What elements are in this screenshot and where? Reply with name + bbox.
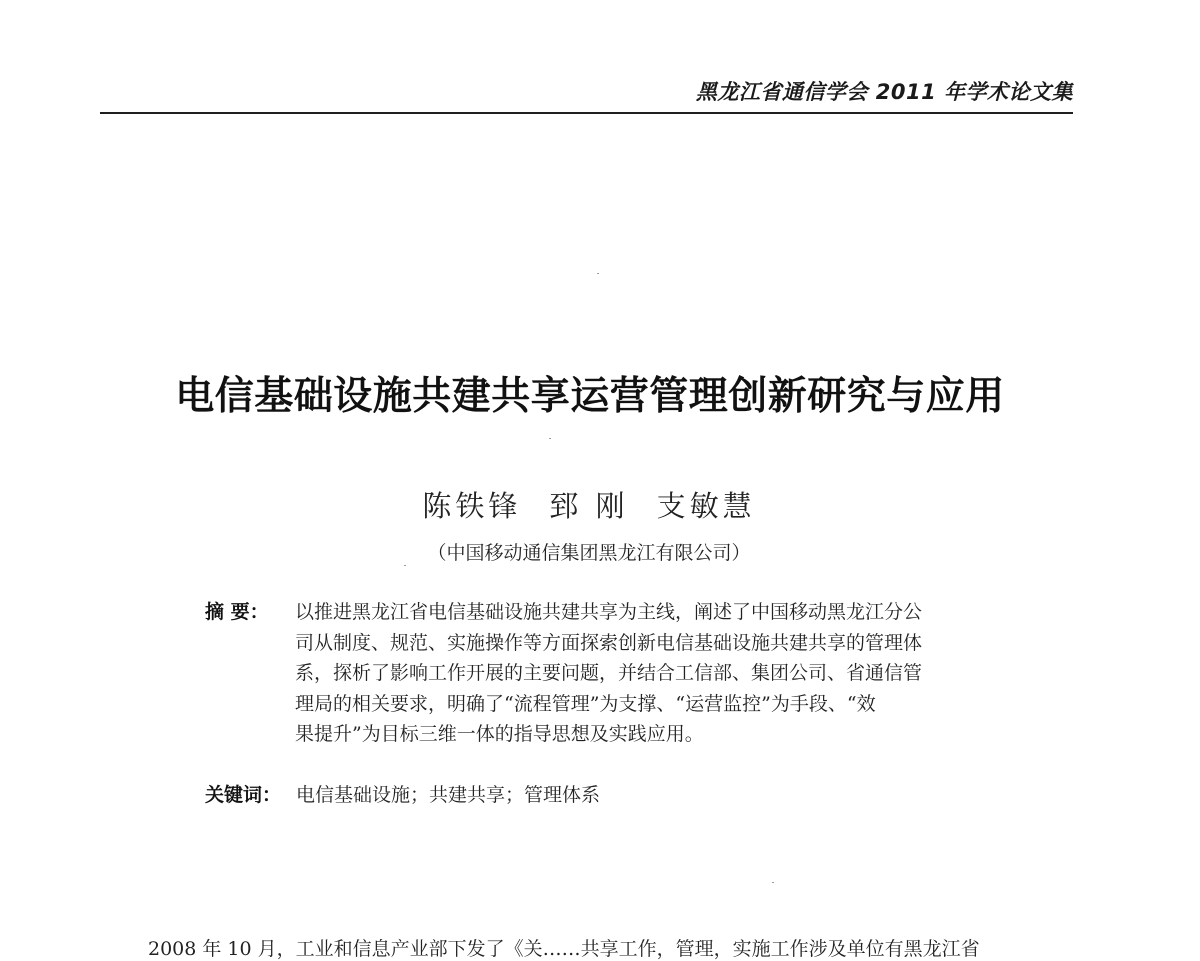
keywords-text: 电信基础设施；共建共享；管理体系: [296, 784, 601, 806]
author-list: [300, 484, 878, 525]
scan-speck: [404, 565, 406, 566]
author-name: 支敏慧: [656, 489, 756, 523]
header-rule: [100, 112, 1073, 114]
scan-speck: [772, 882, 774, 883]
abstract-line: 系，探析了影响工作开展的主要问题，并结合工信部、集团公司、省通信管: [295, 662, 923, 684]
body-first-line: 2008 年 10 月，工业和信息产业部下发了《关……共享工作，管理，实施工作涉及单位有黑龙江省: [148, 938, 980, 960]
running-head: 黑龙江省通信学会 2011 年学术论文集: [695, 80, 1073, 104]
abstract-label: 摘 要：: [205, 601, 269, 623]
page-header: [100, 70, 1073, 114]
author-name: 陈铁锋: [422, 489, 522, 523]
affiliation: （中国移动通信集团黑龙江有限公司）: [427, 542, 751, 564]
author-name: 郅 刚: [549, 489, 629, 523]
abstract-line: 理局的相关要求，明确了“流程管理”为支撑、“运营监控”为手段、“效: [295, 692, 876, 715]
keywords-label: 关键词：: [205, 784, 282, 806]
scan-speck: [549, 438, 551, 439]
scan-speck: [597, 273, 599, 274]
paper-title: 电信基础设施共建共享运营管理创新研究与应用: [175, 373, 1005, 419]
abstract-line: 司从制度、规范、实施操作等方面探索创新电信基础设施共建共享的管理体: [295, 631, 923, 654]
abstract-line: 以推进黑龙江省电信基础设施共建共享为主线，阐述了中国移动黑龙江分公: [295, 601, 923, 623]
abstract-line: 果提升”为目标三维一体的指导思想及实践应用。: [295, 723, 704, 745]
abstract-text: [295, 597, 1000, 750]
